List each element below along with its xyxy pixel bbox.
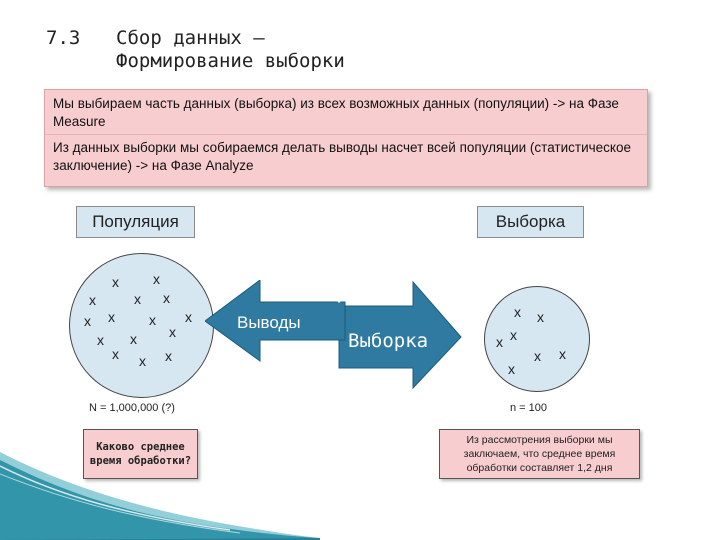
- question-text: Каково среднее время обработки?: [89, 441, 192, 467]
- info-divider: [45, 134, 647, 135]
- sampling-arrow-label: Выборка: [348, 330, 429, 352]
- population-mark: x: [149, 312, 156, 328]
- population-mark: x: [134, 291, 141, 307]
- population-mark: x: [169, 324, 176, 340]
- decorative-swoosh: [0, 450, 320, 540]
- sample-mark: x: [559, 346, 566, 362]
- population-mark: x: [84, 313, 91, 329]
- info-box: [44, 89, 648, 187]
- population-mark: x: [153, 271, 160, 287]
- info-measure-text: Мы выбираем часть данных (выборка) из всех возможных данных (популяции) -> на Фазе Measure: [53, 96, 619, 129]
- population-mark: x: [89, 292, 96, 308]
- conclusion-box: [439, 429, 640, 479]
- slide-number: 7.3: [46, 27, 81, 49]
- population-mark: x: [112, 274, 119, 290]
- population-mark: x: [163, 290, 170, 306]
- sample-mark: x: [534, 348, 541, 364]
- population-mark: x: [139, 353, 146, 369]
- slide-title-line-1: Сбор данных –: [116, 27, 265, 49]
- slide-title: [116, 27, 345, 73]
- population-mark: x: [108, 309, 115, 325]
- population-mark: x: [97, 332, 104, 348]
- sample-mark: x: [508, 361, 515, 377]
- info-analyze-text: Из данных выборки мы собираемся делать выводы насчет всей популяции (статистическое заключение) -> на Фазе Analyze: [53, 140, 631, 173]
- sample-mark: x: [496, 334, 503, 350]
- population-mark: x: [185, 309, 192, 325]
- population-size: N = 1,000,000 (?): [89, 402, 175, 414]
- conclusion-text: Из рассмотрения выборки мы заключаем, что среднее время обработки составляет 1,2 дня: [463, 434, 616, 474]
- population-label: Популяция: [76, 206, 195, 238]
- population-mark: x: [165, 348, 172, 364]
- population-mark: x: [112, 346, 119, 362]
- sample-mark: x: [510, 327, 517, 343]
- slide-title-line-2: Формирование выборки: [116, 50, 345, 72]
- sample-size: n = 100: [510, 402, 548, 414]
- sample-mark: x: [514, 304, 521, 320]
- population-mark: x: [130, 331, 137, 347]
- sample-mark: x: [537, 309, 544, 325]
- inference-arrow-label: Выводы: [237, 313, 301, 332]
- sample-label: Выборка: [477, 206, 584, 238]
